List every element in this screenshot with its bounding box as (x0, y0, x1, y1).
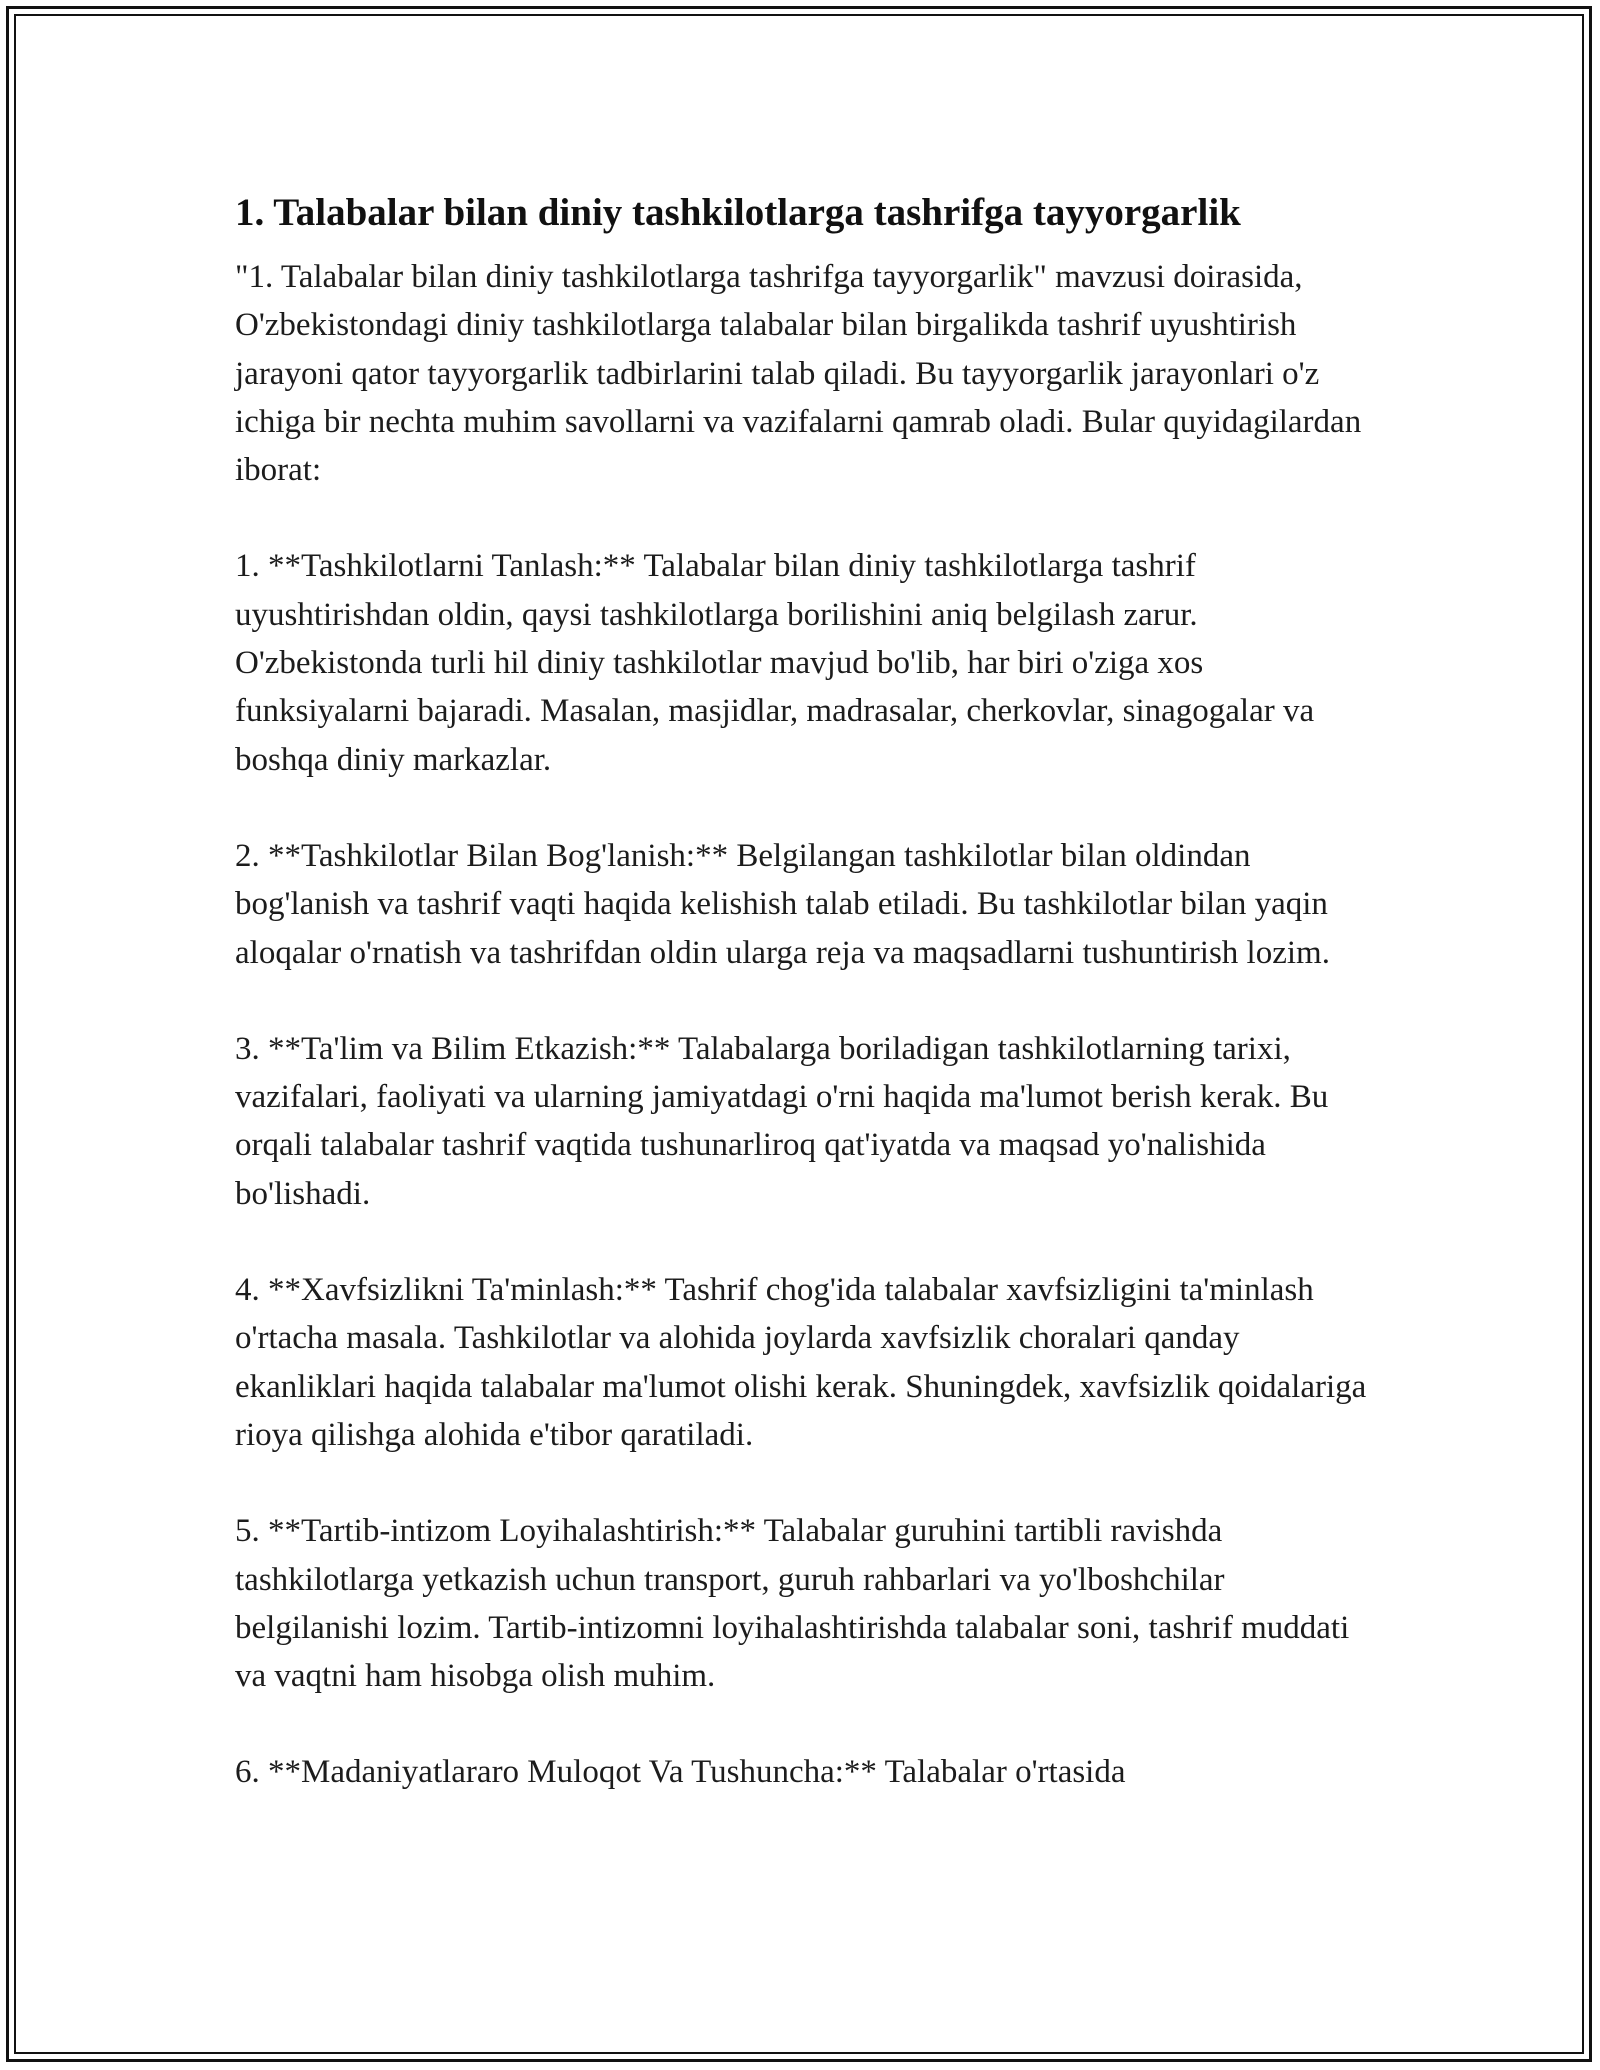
list-item-1: 1. **Tashkilotlarni Tanlash:** Talabalar bilan diniy tashkilotlarga tashrif uyushtirishdan oldin, qaysi tashkilotlarga borilishini aniq belgilash zarur. O'zbekistonda turli hil diniy tashkilotlar mavjud bo'lib, har biri o'ziga xos funksiyalarni bajaradi. Masalan, masjidlar, madrasalar, cherkovlar, sinagogalar va boshqa diniy markazlar. (235, 548, 1315, 778)
list-item-4: 4. **Xavfsizlikni Ta'minlash:** Tashrif chog'ida talabalar xavfsizligini ta'minlash o'rtacha masala. Tashkilotlar va alohida joylarda xavfsizlik choralari qanday ekanliklari haqida talabalar ma'lumot olishi kerak. Shuningdek, xavfsizlik qoidalariga rioya qilishga alohida e'tibor qaratiladi. (235, 1272, 1367, 1453)
list-item-5: 5. **Tartib-intizom Loyihalashtirish:** Talabalar guruhini tartibli ravishda tashkilotlarga yetkazish uchun transport, guruh rahbarlari va yo'lboshchilar belgilanishi lozim. Tartib-intizomni loyihalashtirishda talabalar soni, tashrif muddati va vaqtni ham hisobga olish muhim. (235, 1513, 1350, 1695)
list-item-3: 3. **Ta'lim va Bilim Etkazish:** Talabalarga boriladigan tashkilotlarning tarixi, vazifalari, faoliyati va ularning jamiyatdagi o'rni haqida ma'lumot berish kerak. Bu orqali talabalar tashrif vaqtida tushunarliroq qat'iyatda va maqsad yo'nalishida bo'lishadi. (235, 1030, 1329, 1212)
list-item-6: 6. **Madaniyatlararo Muloqot Va Tushuncha:** Talabalar o'rtasida (235, 1754, 1126, 1791)
intro-paragraph: "1. Talabalar bilan diniy tashkilotlarga tashrifga tayyorgarlik" mavzusi doirasida, O'zbekistondagi diniy tashkilotlarga talabalar bilan birgalikda tashrif uyushtirish jarayoni qator tayyorgarlik tadbirlarini talab qiladi. Bu tayyorgarlik jarayonlari o'z ichiga bir nechta muhim savollarni va vazifalarni qamrab oladi. Bular quyidagilardan iborat: (235, 259, 1362, 489)
document-heading: 1. Talabalar bilan diniy tashkilotlarga tashrifga tayyorgarlik (235, 191, 1241, 234)
document-body (235, 186, 1385, 1797)
list-item-2: 2. **Tashkilotlar Bilan Bog'lanish:** Belgilangan tashkilotlar bilan oldindan bog'lanish va tashrif vaqti haqida kelishish talab etiladi. Bu tashkilotlar bilan yaqin aloqalar o'rnatish va tashrifdan oldin ularga reja va maqsadlarni tushuntirish lozim. (235, 837, 1330, 971)
